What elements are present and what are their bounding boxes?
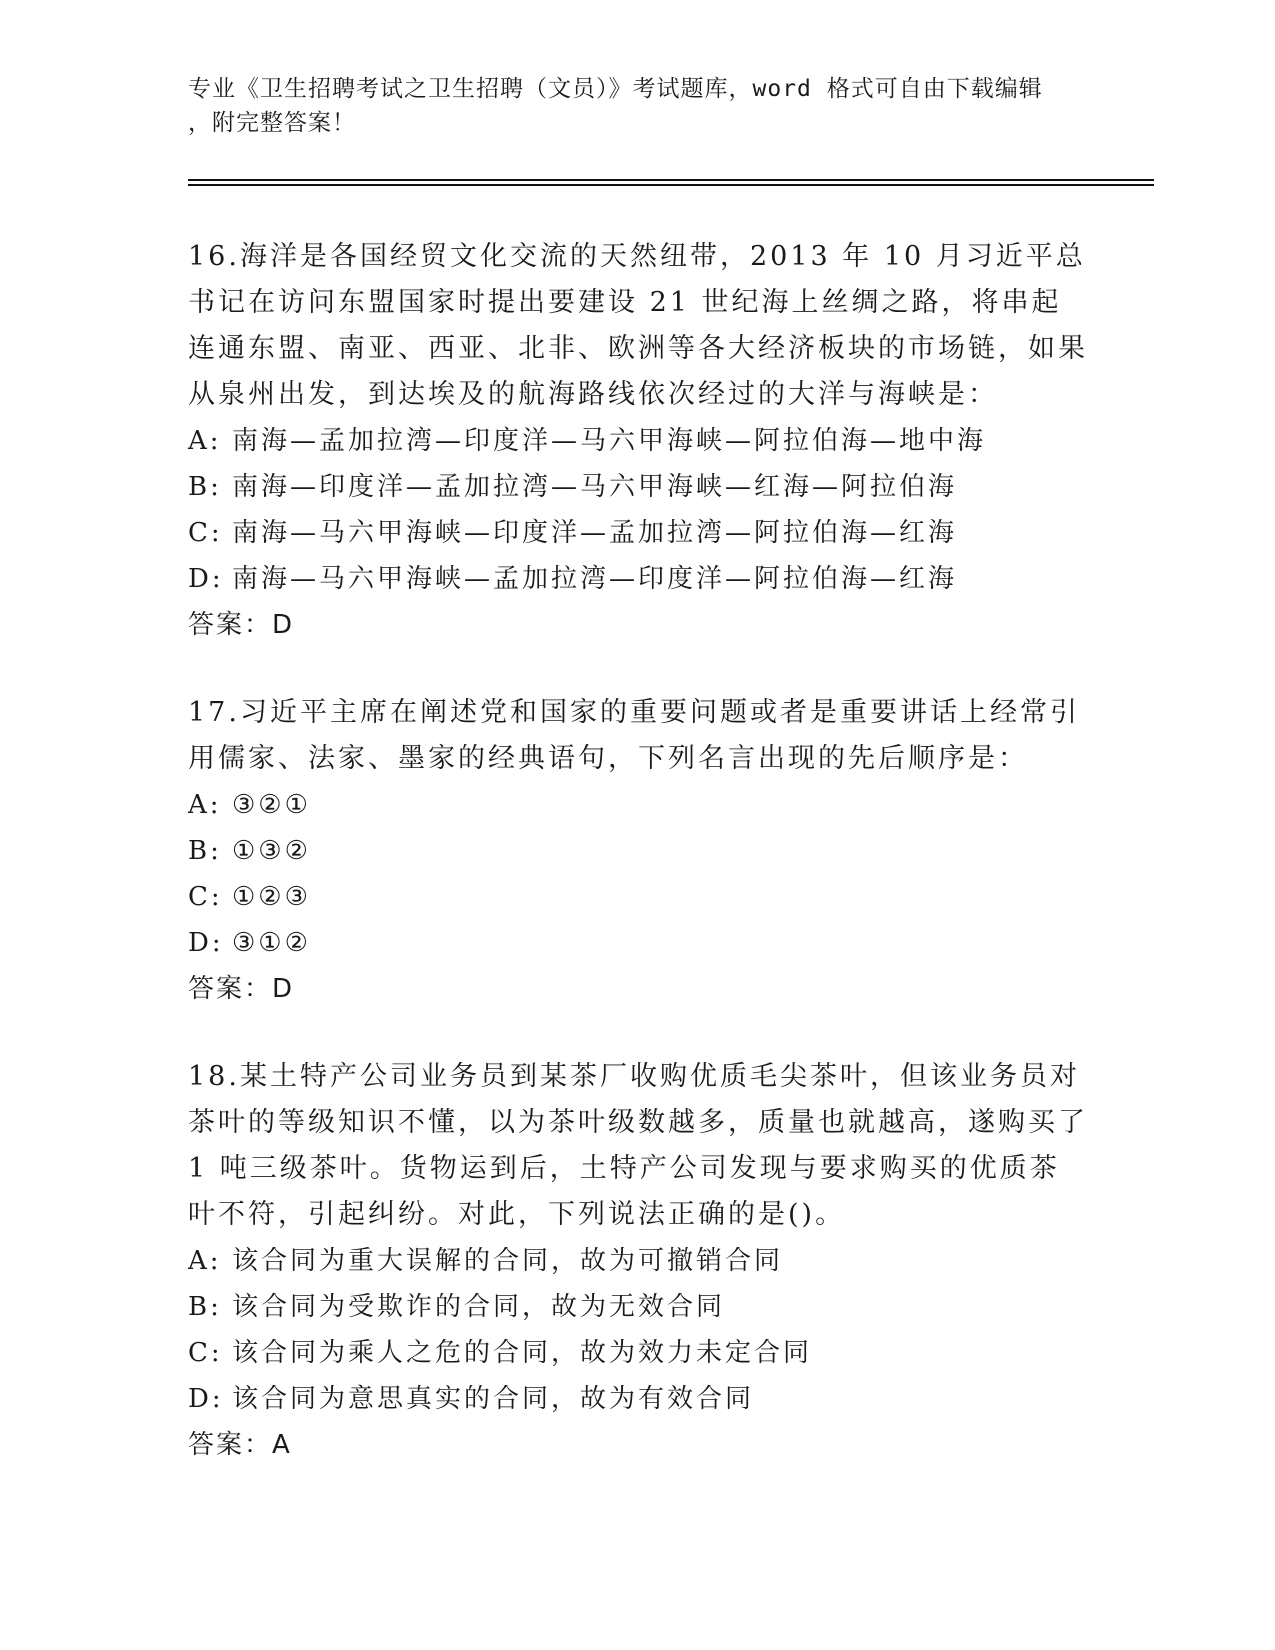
option-a — [188, 782, 1088, 828]
option-key: B: — [188, 1292, 222, 1322]
option-text: 该合同为意思真实的合同，故为有效合同 — [232, 1384, 755, 1414]
option-text: 该合同为受欺诈的合同，故为无效合同 — [232, 1292, 726, 1322]
option-text: 南海—马六甲海峡—孟加拉湾—印度洋—阿拉伯海—红海 — [232, 564, 958, 594]
option-text: ①③② — [232, 836, 311, 866]
option-d — [188, 556, 1088, 602]
option-d — [188, 920, 1088, 966]
option-text: 南海—孟加拉湾—印度洋—马六甲海峡—阿拉伯海—地中海 — [232, 426, 987, 456]
option-text: 该合同为乘人之危的合同，故为效力未定合同 — [232, 1338, 813, 1368]
option-c — [188, 510, 1088, 556]
document-header — [188, 72, 1088, 140]
option-text: 南海—印度洋—孟加拉湾—马六甲海峡—红海—阿拉伯海 — [232, 472, 958, 502]
question-18 — [188, 1054, 1088, 1468]
option-key: A: — [188, 426, 222, 456]
header-divider-top — [188, 179, 1154, 181]
answer-line: 答案：D — [188, 974, 295, 1004]
option-key: C: — [188, 882, 223, 912]
option-key: B: — [188, 836, 222, 866]
option-key: A: — [188, 1246, 222, 1276]
option-key: A: — [188, 790, 222, 820]
header-line-2: ，附完整答案！ — [188, 110, 356, 136]
option-text: 南海—马六甲海峡—印度洋—孟加拉湾—阿拉伯海—红海 — [232, 518, 958, 548]
question-17 — [188, 690, 1088, 1012]
option-text: 该合同为重大误解的合同，故为可撤销合同 — [232, 1246, 784, 1276]
option-b — [188, 464, 1088, 510]
option-b — [188, 1284, 1088, 1330]
header-divider-bottom — [188, 184, 1154, 186]
option-key: D: — [188, 928, 224, 958]
option-text: ③①② — [232, 928, 311, 958]
question-16 — [188, 234, 1088, 648]
option-text: ①②③ — [232, 882, 311, 912]
answer-line: 答案：D — [188, 610, 295, 640]
question-stem: 16.海洋是各国经贸文化交流的天然纽带，2013 年 10 月习近平总书记在访问东盟国家时提出要建设 21 世纪海上丝绸之路，将串起连通东盟、南亚、西亚、北非、欧洲等各大经济板块的市场链，如果从泉州出发，到达埃及的航海路线依次经过的大洋与海峡是： — [188, 241, 1088, 410]
header-line-1: 专业《卫生招聘考试之卫生招聘（文员）》考试题库，word 格式可自由下载编辑 — [188, 76, 1043, 102]
option-key: D: — [188, 1384, 224, 1414]
option-text: ③②① — [232, 790, 311, 820]
question-stem: 18.某土特产公司业务员到某茶厂收购优质毛尖茶叶，但该业务员对茶叶的等级知识不懂，以为茶叶级数越多，质量也就越高，遂购买了 1 吨三级茶叶。货物运到后，土特产公司发现与要求购买的优质茶叶不符，引起纠纷。对此，下列说法正确的是()。 — [188, 1061, 1088, 1230]
option-key: D: — [188, 564, 224, 594]
option-c — [188, 1330, 1088, 1376]
option-key: C: — [188, 1338, 223, 1368]
question-stem: 17.习近平主席在阐述党和国家的重要问题或者是重要讲话上经常引用儒家、法家、墨家的经典语句，下列名言出现的先后顺序是： — [188, 697, 1080, 774]
option-c — [188, 874, 1088, 920]
option-d — [188, 1376, 1088, 1422]
option-b — [188, 828, 1088, 874]
option-a — [188, 1238, 1088, 1284]
answer-line: 答案：A — [188, 1430, 292, 1460]
option-a — [188, 418, 1088, 464]
option-key: B: — [188, 472, 222, 502]
option-key: C: — [188, 518, 223, 548]
